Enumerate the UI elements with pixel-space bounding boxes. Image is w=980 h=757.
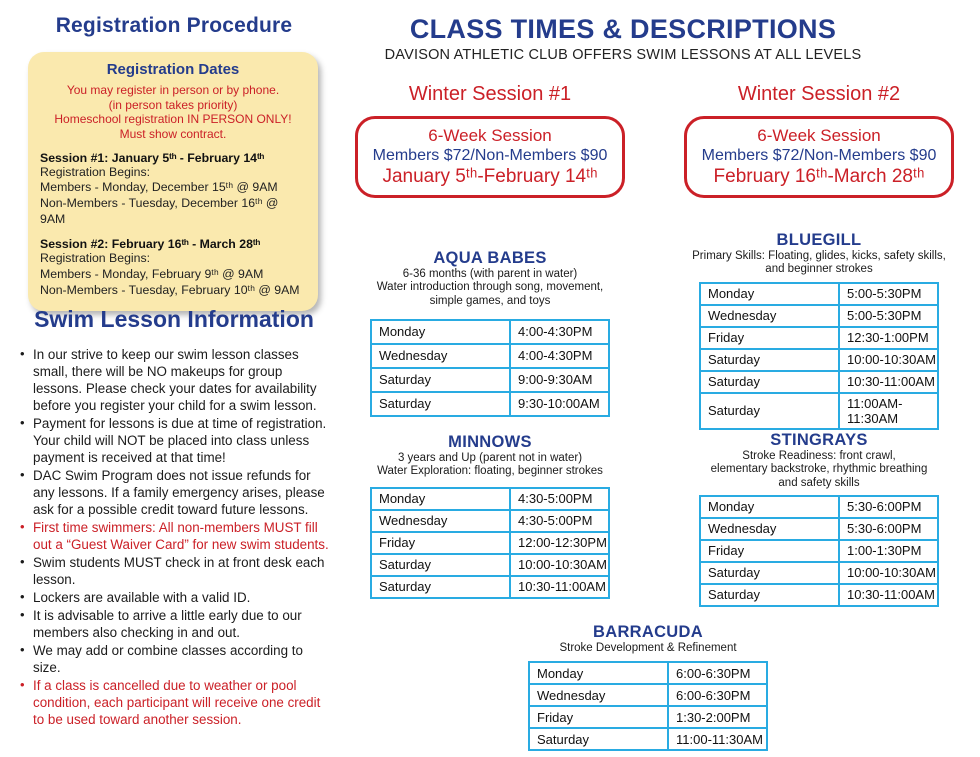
schedule-time: 4:30-5:00PM [510, 510, 609, 532]
class-description [677, 450, 961, 490]
info-bullet: • If a class is cancelled due to weather or pool condition, each participant will receive one credit to be used toward another session. [16, 677, 332, 728]
schedule-day: Friday [700, 327, 839, 349]
class-description [508, 642, 788, 655]
class-block-minnows [348, 433, 632, 599]
schedule-day: Saturday [700, 371, 839, 393]
info-bullet: • First time swimmers: All non-members MUST fill out a “Guest Waiver Card” for new swim students. [16, 519, 332, 553]
schedule-row [700, 540, 938, 562]
schedule-time: 10:30-11:00AM [510, 576, 609, 598]
class-name: STINGRAYS [770, 431, 868, 449]
swim-lesson-information-title: Swim Lesson Information [34, 306, 314, 332]
session-2-price-box [684, 116, 954, 198]
session-line: Members - Monday, February 9ᵗʰ @ 9AM [40, 267, 264, 282]
schedule-table-barracuda [528, 661, 768, 751]
info-bullet: • Swim students MUST check in at front desk each lesson. [16, 554, 332, 588]
class-description-line: simple games, and toys [429, 294, 551, 307]
class-block-barracuda [508, 623, 788, 751]
schedule-row [700, 283, 938, 305]
registration-dates-heading: Registration Dates [106, 61, 240, 78]
schedule-row [700, 371, 938, 393]
class-description-line: 6-36 months (with parent in water) [402, 268, 578, 280]
schedule-time: 5:30-6:00PM [839, 518, 938, 540]
schedule-row [700, 496, 938, 518]
class-description-line: and beginner strokes [765, 263, 873, 276]
class-description-line: Water Exploration: floating, beginner strokes [377, 465, 603, 478]
schedule-time: 1:00-1:30PM [839, 540, 938, 562]
schedule-day: Wednesday [371, 510, 510, 532]
info-bullet: • DAC Swim Program does not issue refunds for any lessons. If a family emergency arises, please ask for a possible credit toward future lessons. [16, 467, 332, 518]
schedule-row [371, 344, 609, 368]
class-block-aqua-babes [348, 249, 632, 417]
class-name: MINNOWS [448, 433, 532, 451]
schedule-time: 5:00-5:30PM [839, 283, 938, 305]
notice-line: Homeschool registration IN PERSON ONLY! [54, 112, 292, 127]
class-description-line: Water introduction through song, movement, [376, 281, 604, 294]
winter-session-2-heading: Winter Session #2 [737, 83, 901, 105]
schedule-time: 10:30-11:00AM [839, 371, 938, 393]
schedule-time: 6:00-6:30PM [668, 662, 767, 684]
schedule-time: 4:00-4:30PM [510, 344, 609, 368]
schedule-day: Monday [371, 488, 510, 510]
page-subtitle: DAVISON ATHLETIC CLUB OFFERS SWIM LESSONS AT ALL LEVELS [384, 47, 862, 63]
class-description [348, 268, 632, 308]
schedule-day: Saturday [371, 368, 510, 392]
schedule-row [529, 728, 767, 750]
session-2-lines [40, 251, 306, 299]
session-line: Registration Begins: [40, 251, 151, 266]
schedule-table-stingrays [699, 495, 939, 607]
registration-procedure-title: Registration Procedure [55, 14, 293, 37]
class-description-line: elementary backstroke, rhythmic breathing [710, 463, 928, 476]
schedule-day: Monday [371, 320, 510, 344]
swim-lesson-info-list [16, 346, 332, 729]
session-1-registration-block [40, 151, 306, 229]
schedule-day: Saturday [371, 576, 510, 598]
info-bullet: • Payment for lessons is due at time of registration. Your child will NOT be placed into class unless payment is received at that time! [16, 415, 332, 466]
schedule-row [371, 576, 609, 598]
schedule-day: Friday [700, 540, 839, 562]
class-description [677, 250, 961, 277]
session-line: Non-Members - Tuesday, February 10ᵗʰ @ 9AM [40, 283, 300, 298]
session-line: Registration Begins: [40, 164, 151, 179]
schedule-time: 10:30-11:00AM [839, 584, 938, 606]
session-1-lines [40, 165, 306, 229]
schedule-day: Saturday [371, 554, 510, 576]
class-description-line: Stroke Development & Refinement [559, 642, 737, 654]
schedule-day: Friday [529, 706, 668, 728]
schedule-day: Saturday [700, 349, 839, 371]
schedule-day: Saturday [529, 728, 668, 750]
winter-session-1-heading: Winter Session #1 [408, 83, 572, 105]
schedule-row [529, 684, 767, 706]
schedule-day: Saturday [371, 392, 510, 416]
schedule-time: 5:30-6:00PM [839, 496, 938, 518]
schedule-row [700, 562, 938, 584]
info-bullet: • We may add or combine classes according to size. [16, 642, 332, 676]
info-bullet: • Lockers are available with a valid ID. [16, 589, 332, 606]
schedule-time: 4:00-4:30PM [510, 320, 609, 344]
session-line: Members - Monday, December 15ᵗʰ @ 9AM [40, 180, 278, 195]
class-name: BARRACUDA [593, 623, 703, 641]
session-1-heading: Session #1: January 5ᵗʰ - February 14ᵗʰ [40, 150, 265, 165]
class-description-line: and safety skills [778, 476, 860, 489]
session-2-duration: 6-Week Session [757, 126, 881, 145]
class-description-line: 3 years and Up (parent not in water) [397, 452, 583, 464]
schedule-day: Wednesday [700, 305, 839, 327]
session-line: Non-Members - Tuesday, December 16ᵗʰ @ 9AM [40, 196, 279, 227]
session-2-heading: Session #2: February 16ᵗʰ - March 28ᵗʰ [40, 237, 261, 252]
schedule-row [700, 327, 938, 349]
session-1-price: Members $72/Non-Members $90 [372, 147, 608, 164]
schedule-time: 10:00-10:30AM [839, 562, 938, 584]
schedule-time: 10:00-10:30AM [510, 554, 609, 576]
schedule-time: 10:00-10:30AM [839, 349, 938, 371]
class-description-line: Primary Skills: Floating, glides, kicks, safety skills, [692, 250, 946, 262]
schedule-row [529, 662, 767, 684]
session-1-duration: 6-Week Session [428, 126, 552, 145]
session-2-dates: February 16ᵗʰ-March 28ᵗʰ [713, 166, 925, 187]
schedule-time: 12:30-1:00PM [839, 327, 938, 349]
schedule-day: Saturday [700, 562, 839, 584]
session-1-dates: January 5ᵗʰ-February 14ᵗʰ [382, 166, 598, 187]
schedule-row [371, 320, 609, 344]
session-1-price-box [355, 116, 625, 198]
notice-line: (in person takes priority) [108, 97, 238, 112]
class-block-stingrays [677, 431, 961, 607]
page-header [345, 14, 901, 63]
page-title: CLASS TIMES & DESCRIPTIONS [409, 14, 837, 44]
schedule-time: 11:00AM-11:30AM [839, 393, 938, 429]
schedule-row [371, 368, 609, 392]
schedule-row [529, 706, 767, 728]
notice-line: Must show contract. [119, 126, 227, 141]
schedule-row [371, 554, 609, 576]
schedule-day: Monday [700, 496, 839, 518]
schedule-row [700, 349, 938, 371]
schedule-row [371, 510, 609, 532]
schedule-row [700, 305, 938, 327]
schedule-time: 5:00-5:30PM [839, 305, 938, 327]
registration-dates-box [28, 52, 318, 311]
schedule-time: 11:00-11:30AM [668, 728, 767, 750]
schedule-table-aqua-babes [370, 319, 610, 417]
registration-notice [40, 83, 306, 142]
schedule-row [371, 392, 609, 416]
class-block-bluegill [677, 231, 961, 430]
schedule-day: Monday [529, 662, 668, 684]
schedule-day: Saturday [700, 584, 839, 606]
class-name: AQUA BABES [433, 249, 547, 267]
schedule-day: Saturday [700, 393, 839, 429]
schedule-day: Wednesday [371, 344, 510, 368]
class-name: BLUEGILL [776, 231, 862, 249]
info-bullet: • It is advisable to arrive a little early due to our members also checking in and out. [16, 607, 332, 641]
schedule-row [371, 488, 609, 510]
schedule-time: 12:00-12:30PM [510, 532, 609, 554]
class-description [348, 452, 632, 479]
session-2-price: Members $72/Non-Members $90 [701, 147, 937, 164]
notice-line: You may register in person or by phone. [66, 83, 280, 97]
session-2-registration-block [40, 237, 306, 299]
schedule-table-bluegill [699, 282, 939, 430]
schedule-time: 4:30-5:00PM [510, 488, 609, 510]
schedule-time: 9:30-10:00AM [510, 392, 609, 416]
schedule-day: Wednesday [700, 518, 839, 540]
schedule-row [700, 518, 938, 540]
schedule-day: Wednesday [529, 684, 668, 706]
schedule-row [700, 584, 938, 606]
schedule-day: Monday [700, 283, 839, 305]
schedule-time: 1:30-2:00PM [668, 706, 767, 728]
schedule-row [700, 393, 938, 429]
schedule-day: Friday [371, 532, 510, 554]
schedule-time: 6:00-6:30PM [668, 684, 767, 706]
schedule-table-minnows [370, 487, 610, 599]
schedule-time: 9:00-9:30AM [510, 368, 609, 392]
class-description-line: Stroke Readiness: front crawl, [742, 450, 896, 462]
schedule-row [371, 532, 609, 554]
info-bullet: • In our strive to keep our swim lesson classes small, there will be NO makeups for group lessons. Please check your dates for availability before you register your child for a swim lesson. [16, 346, 332, 414]
